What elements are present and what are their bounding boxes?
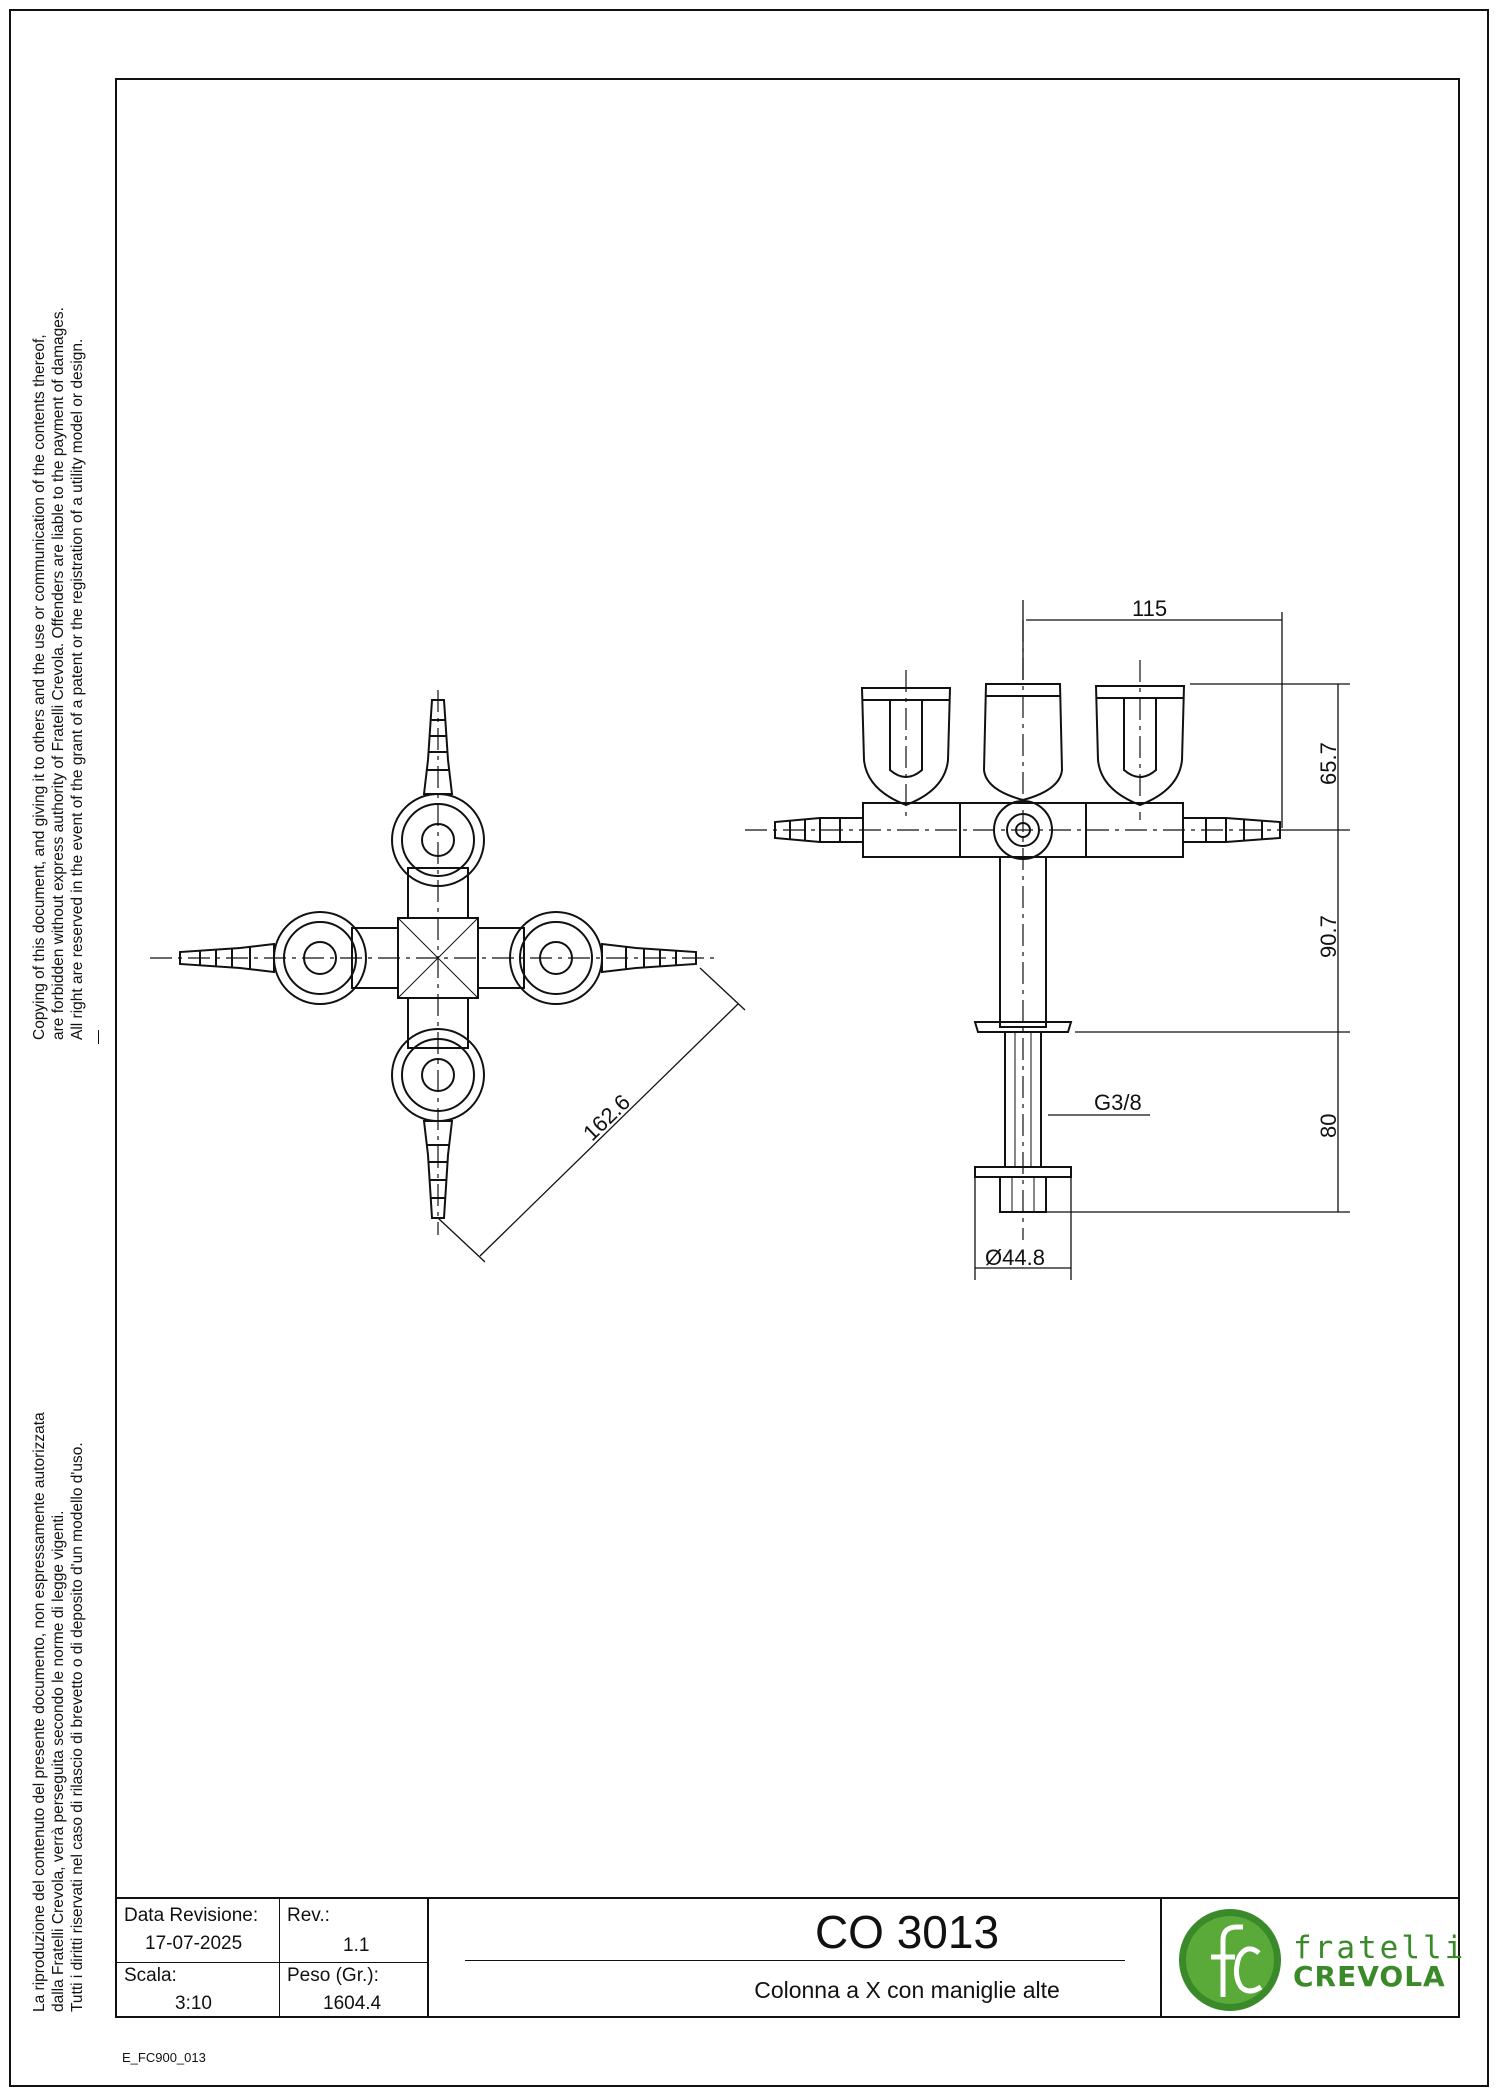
front-view-centerlines <box>745 620 1290 1240</box>
data-revisione-value: 17-07-2025 <box>145 1933 243 1954</box>
dim-width-top: 115 <box>1132 596 1168 621</box>
dim-handle-height: 65.7 <box>1316 742 1341 785</box>
notice-en-line-3: All right are reserved in the event of the grant of a patent or the registration of a utility model or design. <box>69 338 86 1040</box>
notice-it-line-3: Tutti i diritti riservati nel caso di rilascio di brevetto o di deposito d'un modello d'uso. <box>69 1442 86 2012</box>
notice-en-line-1: Copying of this document, and giving it to others and the use or communication of the contents thereof, <box>31 334 48 1040</box>
rev-label: Rev.: <box>287 1905 330 1926</box>
scala-value: 3:10 <box>175 1993 212 2014</box>
data-revisione-label: Data Revisione: <box>124 1905 259 1926</box>
logo-line1: fratelli <box>1293 1930 1467 1966</box>
tb-divider-1 <box>279 1899 280 2018</box>
rev-value: 1.1 <box>343 1935 370 1956</box>
fratelli-crevola-logo-icon <box>1175 1905 1285 2015</box>
top-view <box>150 690 745 1262</box>
dim-thread: G3/8 <box>1094 1090 1142 1115</box>
tb-row-divider <box>115 1962 427 1963</box>
notice-it-line-1: La riproduzione del contenuto del presente documento, non espressamente autorizzata <box>31 1412 48 2012</box>
front-view <box>745 600 1350 1280</box>
notice-it-line-2: dalla Fratelli Crevola, verrà perseguita secondo le norme di legge vigenti. <box>50 1510 67 2012</box>
tb-divider-2 <box>427 1899 429 2018</box>
drawing-description: Colonna a X con maniglie alte <box>754 1977 1060 2003</box>
peso-value: 1604.4 <box>323 1993 382 2014</box>
top-view-centerlines <box>150 690 720 1235</box>
dim-diameter: Ø44.8 <box>985 1245 1045 1270</box>
peso-label: Peso (Gr.): <box>287 1965 379 1986</box>
tb-title-underline <box>465 1960 1125 1961</box>
drawing-code: CO 3013 <box>814 1906 1000 1958</box>
document-code: E_FC900_013 <box>122 2050 206 2065</box>
scala-label: Scala: <box>124 1965 177 1986</box>
logo-line2: CREVOLA <box>1293 1960 1446 1993</box>
notice-en-line-2: are forbidden without express authority of Fratelli Crevola. Offenders are liable to the payment of damages. <box>50 307 67 1040</box>
dim-diagonal: 162.6 <box>578 1089 636 1146</box>
dim-column-height: 90.7 <box>1316 915 1341 958</box>
dim-thread-height: 80 <box>1316 1113 1341 1138</box>
